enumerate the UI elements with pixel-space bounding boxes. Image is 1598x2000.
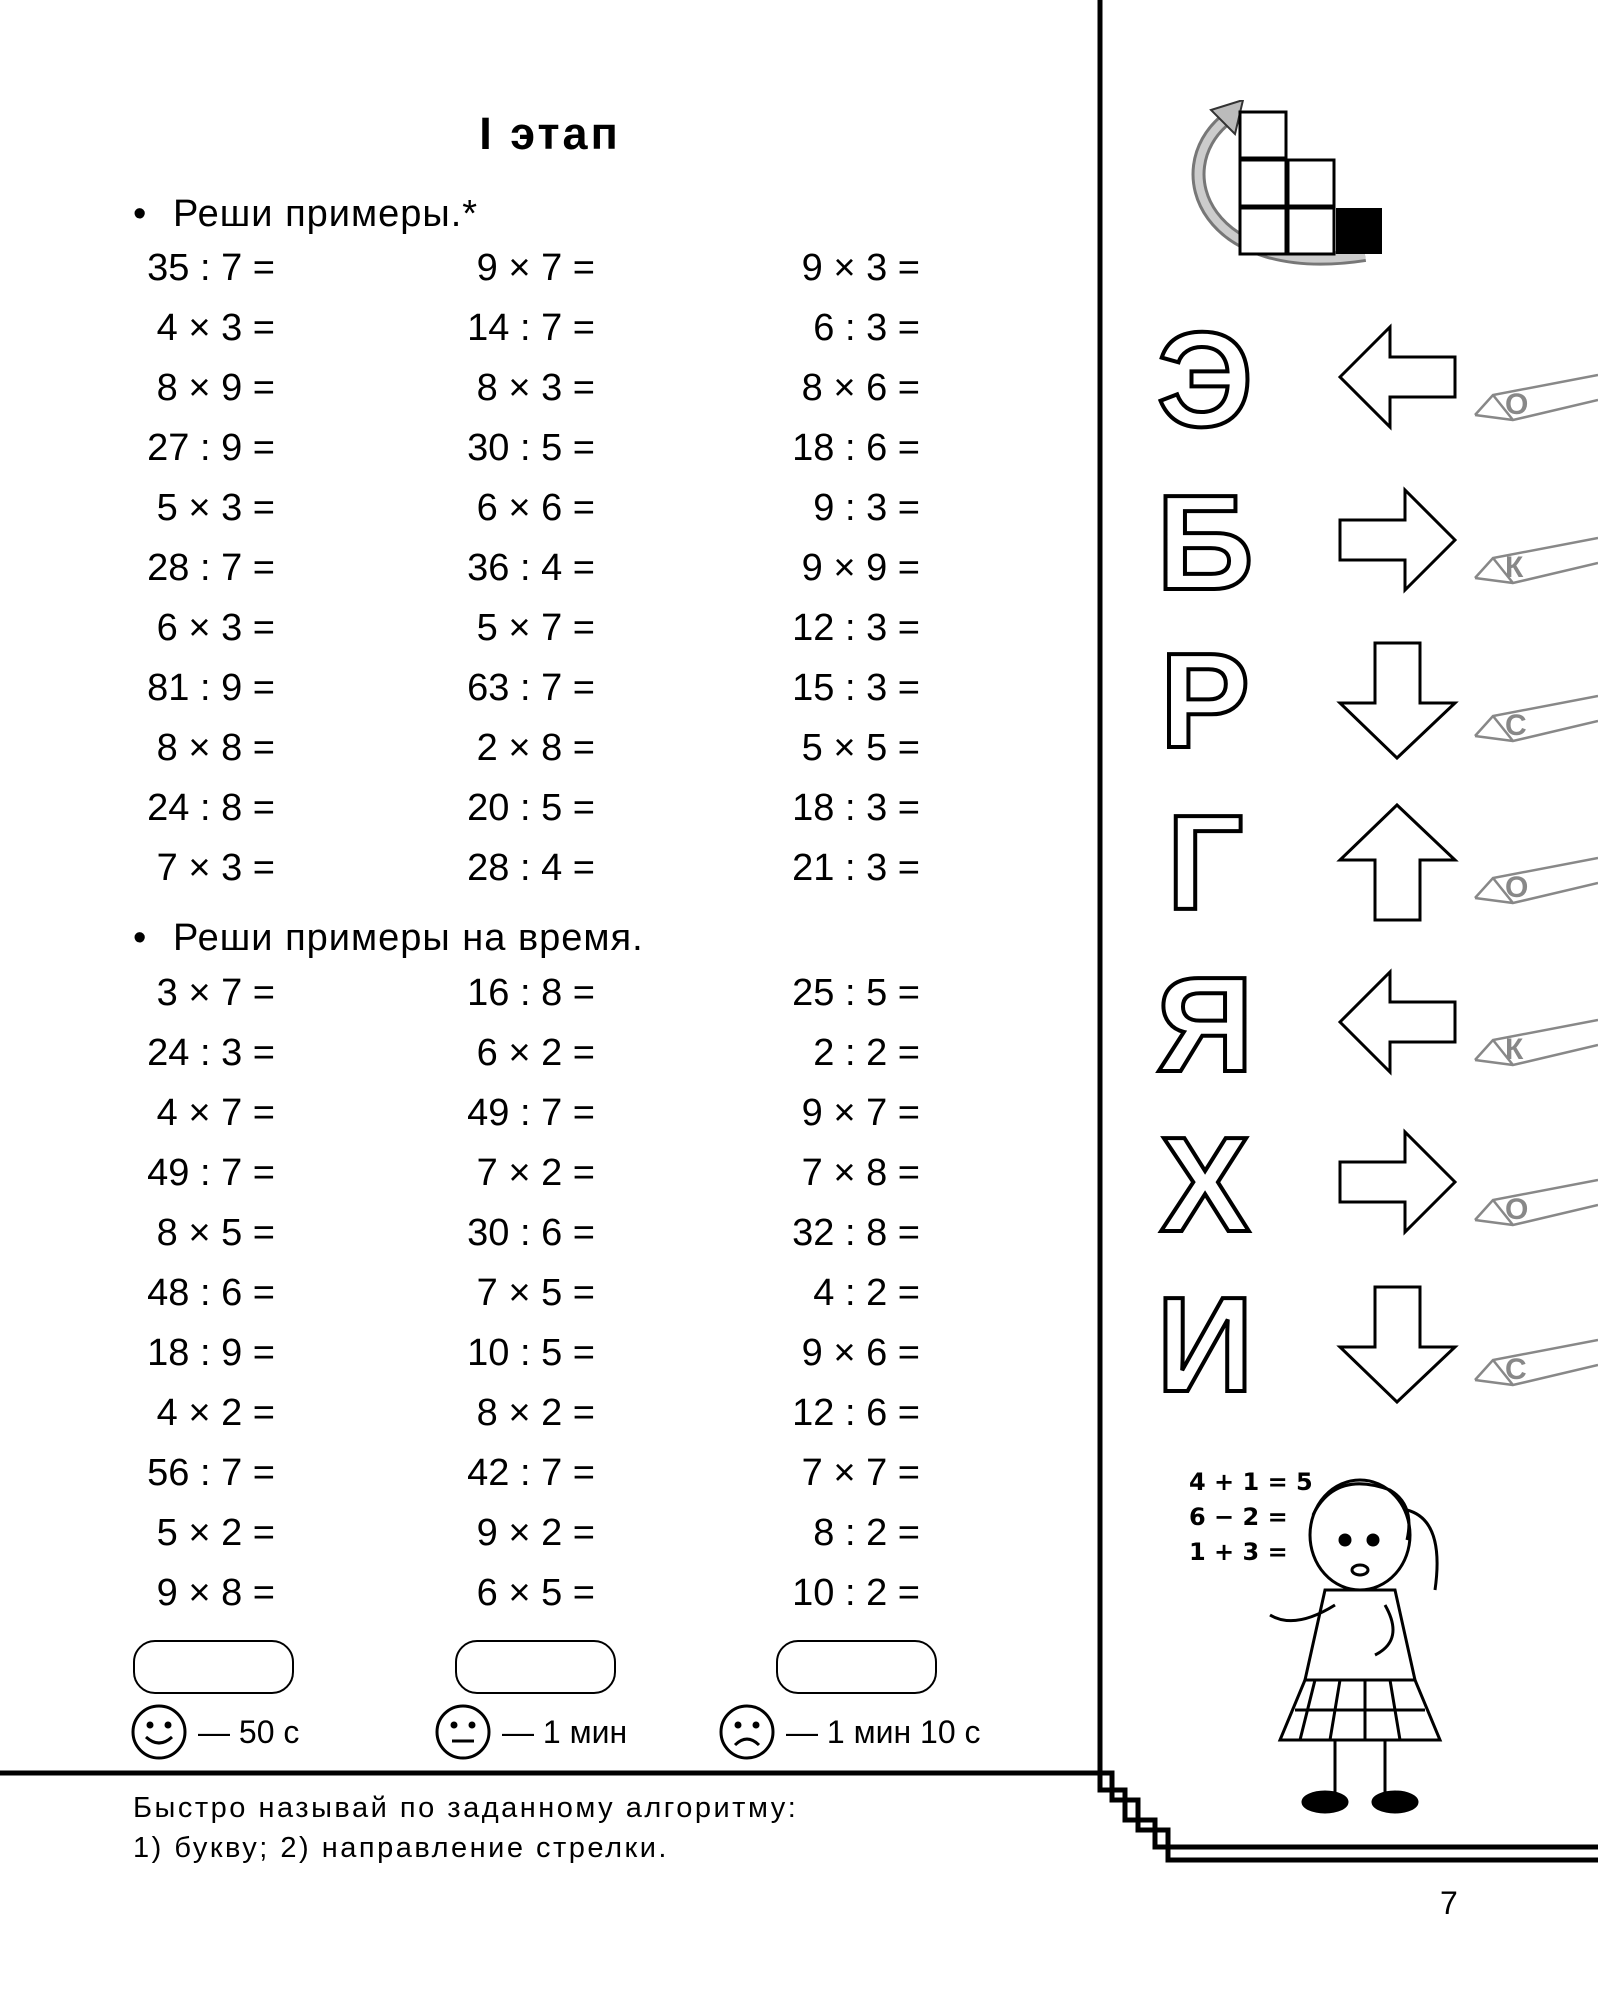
- math-exercise: 5 × 2 =: [156, 1512, 275, 1554]
- math-exercise: 7 × 2 =: [476, 1152, 595, 1194]
- math-exercise: 20 : 5 =: [467, 787, 595, 829]
- math-exercise: 28 : 7 =: [147, 547, 275, 589]
- grid-spacer: [595, 1083, 765, 1143]
- bullet: •: [133, 193, 148, 235]
- instruction-text: Реши примеры на время.: [173, 917, 644, 959]
- bullet: •: [133, 917, 148, 959]
- math-exercise: 2 × 8 =: [476, 727, 595, 769]
- math-exercise: 8 × 8 =: [156, 727, 275, 769]
- happy-face-icon: [130, 1703, 188, 1761]
- grid-spacer: [275, 1083, 445, 1143]
- math-exercise: 6 : 3 =: [813, 307, 920, 349]
- math-exercise: 10 : 2 =: [792, 1572, 920, 1614]
- grid-spacer: [275, 1023, 445, 1083]
- math-exercise: 32 : 8 =: [792, 1212, 920, 1254]
- page-number: 7: [1440, 1885, 1458, 1921]
- math-exercise: 63 : 7 =: [467, 667, 595, 709]
- math-exercise: 18 : 6 =: [792, 427, 920, 469]
- math-exercise: 30 : 6 =: [467, 1212, 595, 1254]
- pencil-tag-icon: [1473, 1335, 1598, 1395]
- tag-letter: С: [1505, 709, 1527, 742]
- math-exercise: 4 : 2 =: [813, 1272, 920, 1314]
- grid-spacer: [275, 1143, 445, 1203]
- timing-legend-1: [130, 1703, 299, 1761]
- math-exercise: 7 × 3 =: [156, 847, 275, 889]
- outline-letter: Э: [1156, 304, 1254, 455]
- grid-spacer: [595, 1203, 765, 1263]
- math-exercise: 8 × 3 =: [476, 367, 595, 409]
- grid-spacer: [275, 778, 445, 838]
- grid-spacer: [595, 1503, 765, 1563]
- math-exercise: 14 : 7 =: [467, 307, 595, 349]
- grid-spacer: [275, 478, 445, 538]
- math-exercise: 5 × 7 =: [476, 607, 595, 649]
- pencil-tag-icon: [1473, 1015, 1598, 1075]
- timing-legend-3: [718, 1703, 981, 1761]
- math-exercise: 27 : 9 =: [147, 427, 275, 469]
- arrow-up-icon: [1330, 800, 1470, 930]
- grid-spacer: [595, 1023, 765, 1083]
- pencil-tag-icon: [1473, 533, 1598, 593]
- grid-spacer: [595, 963, 765, 1023]
- grid-spacer: [595, 1263, 765, 1323]
- arrow-left-icon: [1330, 962, 1470, 1092]
- neutral-face-icon: [434, 1703, 492, 1761]
- sad-face-icon: [718, 1703, 776, 1761]
- math-exercise: 16 : 8 =: [467, 972, 595, 1014]
- grid-spacer: [595, 1323, 765, 1383]
- timing-label: — 1 мин: [502, 1713, 628, 1750]
- outline-letter: Я: [1156, 949, 1254, 1100]
- grid-spacer: [595, 1563, 765, 1623]
- grid-spacer: [275, 1383, 445, 1443]
- grid-spacer: [595, 298, 765, 358]
- math-exercise: 18 : 3 =: [792, 787, 920, 829]
- time-answer-box[interactable]: [776, 1640, 937, 1694]
- math-exercise: 4 × 7 =: [156, 1092, 275, 1134]
- arrow-down-icon: [1330, 1282, 1470, 1412]
- tag-letter: О: [1505, 1193, 1529, 1226]
- math-exercise: 56 : 7 =: [147, 1452, 275, 1494]
- grid-spacer: [275, 838, 445, 898]
- footer-instruction: Быстро называй по заданному алгоритму: 1) букву; 2) направление стрелки.: [133, 1792, 799, 1864]
- tag-letter: К: [1505, 1033, 1524, 1066]
- grid-spacer: [275, 1323, 445, 1383]
- board-line: 6 − 2 =: [1189, 1503, 1288, 1531]
- math-exercise: 42 : 7 =: [467, 1452, 595, 1494]
- grid-spacer: [595, 598, 765, 658]
- instruction-2: [133, 917, 644, 960]
- rotate-blocks-icon: [1185, 100, 1400, 280]
- arrow-right-icon: [1330, 1122, 1470, 1252]
- page-title: I этап: [479, 108, 621, 159]
- timing-label: — 50 с: [198, 1713, 300, 1750]
- instruction-text: Реши примеры.*: [173, 193, 479, 235]
- math-exercise: 6 × 6 =: [476, 487, 595, 529]
- grid-spacer: [275, 538, 445, 598]
- grid-spacer: [595, 538, 765, 598]
- instruction-1: [133, 193, 478, 236]
- grid-spacer: [275, 718, 445, 778]
- math-exercise: 18 : 9 =: [147, 1332, 275, 1374]
- grid-spacer: [595, 418, 765, 478]
- math-exercise: 9 : 3 =: [813, 487, 920, 529]
- grid-spacer: [275, 1503, 445, 1563]
- math-exercise: 7 × 7 =: [801, 1452, 920, 1494]
- grid-spacer: [595, 478, 765, 538]
- math-exercise: 81 : 9 =: [147, 667, 275, 709]
- grid-spacer: [275, 238, 445, 298]
- math-exercise: 10 : 5 =: [467, 1332, 595, 1374]
- math-exercise: 12 : 6 =: [792, 1392, 920, 1434]
- grid-spacer: [275, 1263, 445, 1323]
- grid-spacer: [595, 778, 765, 838]
- grid-spacer: [275, 1203, 445, 1263]
- math-exercise: 28 : 4 =: [467, 847, 595, 889]
- outline-letter: И: [1156, 1269, 1254, 1420]
- tag-letter: О: [1505, 871, 1529, 904]
- math-exercise: 2 : 2 =: [813, 1032, 920, 1074]
- outline-letter: Г: [1166, 787, 1244, 938]
- math-exercise: 8 : 2 =: [813, 1512, 920, 1554]
- grid-spacer: [595, 658, 765, 718]
- grid-spacer: [275, 418, 445, 478]
- grid-spacer: [275, 658, 445, 718]
- tag-letter: К: [1505, 551, 1524, 584]
- tag-letter: С: [1505, 1353, 1527, 1386]
- math-exercise: 49 : 7 =: [467, 1092, 595, 1134]
- grid-spacer: [275, 358, 445, 418]
- tag-letter: О: [1505, 388, 1529, 421]
- math-exercise: 9 × 9 =: [801, 547, 920, 589]
- grid-spacer: [275, 1443, 445, 1503]
- outline-letter: Б: [1156, 467, 1254, 618]
- math-exercise: 25 : 5 =: [792, 972, 920, 1014]
- math-exercise: 6 × 2 =: [476, 1032, 595, 1074]
- math-exercise: 6 × 5 =: [476, 1572, 595, 1614]
- math-exercise: 3 × 7 =: [156, 972, 275, 1014]
- math-exercise: 9 × 8 =: [156, 1572, 275, 1614]
- girl-illustration: [1185, 1440, 1470, 1820]
- grid-spacer: [595, 718, 765, 778]
- math-exercise: 5 × 5 =: [801, 727, 920, 769]
- grid-spacer: [595, 358, 765, 418]
- arrow-down-icon: [1330, 638, 1470, 768]
- grid-spacer: [275, 298, 445, 358]
- math-exercise: 24 : 3 =: [147, 1032, 275, 1074]
- pencil-tag-icon: [1473, 853, 1598, 913]
- pencil-tag-icon: [1473, 1175, 1598, 1235]
- grid-spacer: [595, 1383, 765, 1443]
- math-exercise: 35 : 7 =: [147, 247, 275, 289]
- exercise-grid-2: [120, 963, 940, 1623]
- timing-label: — 1 мин 10 с: [786, 1713, 981, 1750]
- math-exercise: 9 × 2 =: [476, 1512, 595, 1554]
- grid-spacer: [595, 838, 765, 898]
- grid-spacer: [275, 963, 445, 1023]
- board-line: 4 + 1 = 5: [1189, 1468, 1313, 1496]
- math-exercise: 6 × 3 =: [156, 607, 275, 649]
- math-exercise: 24 : 8 =: [147, 787, 275, 829]
- grid-spacer: [275, 598, 445, 658]
- math-exercise: 48 : 6 =: [147, 1272, 275, 1314]
- time-answer-box[interactable]: [455, 1640, 616, 1694]
- math-exercise: 5 × 3 =: [156, 487, 275, 529]
- outline-letter: Р: [1159, 625, 1251, 776]
- math-exercise: 9 × 6 =: [801, 1332, 920, 1374]
- arrow-left-icon: [1330, 317, 1470, 447]
- math-exercise: 30 : 5 =: [467, 427, 595, 469]
- outline-letter: Х: [1159, 1109, 1251, 1260]
- math-exercise: 9 × 7 =: [476, 247, 595, 289]
- grid-spacer: [275, 1563, 445, 1623]
- math-exercise: 8 × 5 =: [156, 1212, 275, 1254]
- time-answer-box[interactable]: [133, 1640, 294, 1694]
- math-exercise: 21 : 3 =: [792, 847, 920, 889]
- math-exercise: 7 × 5 =: [476, 1272, 595, 1314]
- math-exercise: 4 × 3 =: [156, 307, 275, 349]
- math-exercise: 8 × 2 =: [476, 1392, 595, 1434]
- pencil-tag-icon: [1473, 370, 1598, 430]
- arrow-right-icon: [1330, 480, 1470, 610]
- exercise-grid-1: [120, 238, 940, 898]
- math-exercise: 4 × 2 =: [156, 1392, 275, 1434]
- math-exercise: 8 × 9 =: [156, 367, 275, 409]
- grid-spacer: [595, 238, 765, 298]
- math-exercise: 15 : 3 =: [792, 667, 920, 709]
- board-line: 1 + 3 =: [1189, 1538, 1288, 1566]
- math-exercise: 36 : 4 =: [467, 547, 595, 589]
- timing-legend-2: [434, 1703, 627, 1761]
- grid-spacer: [595, 1443, 765, 1503]
- pencil-tag-icon: [1473, 691, 1598, 751]
- grid-spacer: [595, 1143, 765, 1203]
- math-exercise: 12 : 3 =: [792, 607, 920, 649]
- math-exercise: 49 : 7 =: [147, 1152, 275, 1194]
- math-exercise: 8 × 6 =: [801, 367, 920, 409]
- math-exercise: 7 × 8 =: [801, 1152, 920, 1194]
- math-exercise: 9 × 3 =: [801, 247, 920, 289]
- math-exercise: 9 × 7 =: [801, 1092, 920, 1134]
